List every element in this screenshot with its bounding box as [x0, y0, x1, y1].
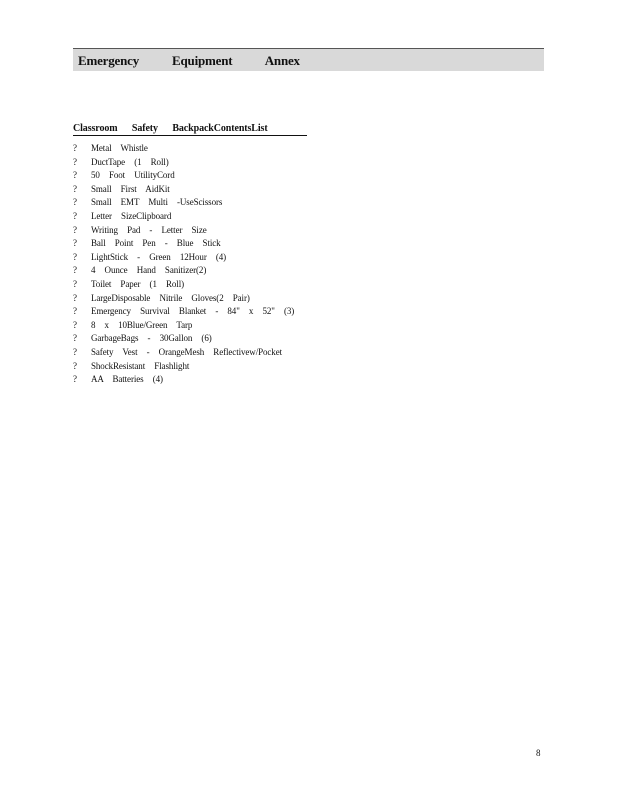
bullet-marker: ?	[73, 238, 77, 249]
list-item-text: AA Batteries (4)	[91, 374, 163, 385]
page-number: 8	[536, 748, 541, 758]
list-item-text: Writing Pad - Letter Size	[91, 224, 207, 235]
list-item	[73, 224, 294, 238]
list-item-text: Emergency Survival Blanket - 84" x 52" (3)	[91, 306, 295, 317]
list-item	[73, 183, 294, 197]
list-item-text: Safety Vest - OrangeMesh Reflectivew/Pocket	[91, 346, 282, 357]
bullet-marker: ?	[73, 224, 77, 235]
list-item-text: DuctTape (1 Roll)	[91, 156, 169, 167]
bullet-marker: ?	[73, 210, 77, 221]
list-item	[73, 264, 294, 278]
list-item	[73, 251, 294, 265]
list-item	[73, 210, 294, 224]
list-item	[73, 346, 294, 360]
list-item-text: GarbageBags - 30Gallon (6)	[91, 333, 212, 344]
list-item	[73, 196, 294, 210]
bullet-marker: ?	[73, 143, 77, 153]
list-item	[73, 360, 294, 374]
list-item	[73, 278, 294, 292]
list-item-text: 50 Foot UtilityCord	[91, 170, 175, 181]
bullet-marker: ?	[73, 156, 77, 167]
list-item	[73, 305, 294, 319]
bullet-marker: ?	[73, 319, 77, 330]
bullet-marker: ?	[73, 306, 77, 317]
list-item	[73, 169, 294, 183]
section-heading: Classroom Safety BackpackContentsList	[73, 123, 307, 136]
list-item-text: 8 x 10Blue/Green Tarp	[91, 319, 193, 330]
bullet-marker: ?	[73, 265, 77, 276]
bullet-marker: ?	[73, 251, 77, 262]
list-item	[73, 292, 294, 306]
list-item-text: Letter SizeClipboard	[91, 210, 172, 221]
bullet-marker: ?	[73, 360, 77, 371]
list-item	[73, 332, 294, 346]
contents-list	[73, 142, 294, 387]
bullet-marker: ?	[73, 170, 77, 181]
list-item-text: 4 Ounce Hand Sanitizer(2)	[91, 265, 207, 276]
page-title: Emergency Equipment Annex	[78, 53, 300, 68]
bullet-marker: ?	[73, 278, 77, 289]
bullet-marker: ?	[73, 292, 77, 303]
list-item-text: LargeDisposable Nitrile Gloves(2 Pair)	[91, 292, 250, 303]
list-item	[73, 156, 294, 170]
bullet-marker: ?	[73, 197, 77, 208]
list-item	[73, 142, 294, 156]
list-item-text: Small First AidKit	[91, 183, 170, 194]
header-bar	[73, 48, 544, 71]
list-item	[73, 237, 294, 251]
list-item-text: Toilet Paper (1 Roll)	[91, 278, 185, 289]
list-item	[73, 373, 294, 387]
list-item-text: Small EMT Multi -UseScissors	[91, 197, 223, 208]
list-item-text: Metal Whistle	[91, 143, 148, 153]
bullet-marker: ?	[73, 374, 77, 385]
list-item-text: LightStick - Green 12Hour (4)	[91, 251, 227, 262]
bullet-marker: ?	[73, 346, 77, 357]
bullet-marker: ?	[73, 183, 77, 194]
bullet-marker: ?	[73, 333, 77, 344]
list-item-text: Ball Point Pen - Blue Stick	[91, 238, 221, 249]
list-item	[73, 319, 294, 333]
list-item-text: ShockResistant Flashlight	[91, 360, 190, 371]
